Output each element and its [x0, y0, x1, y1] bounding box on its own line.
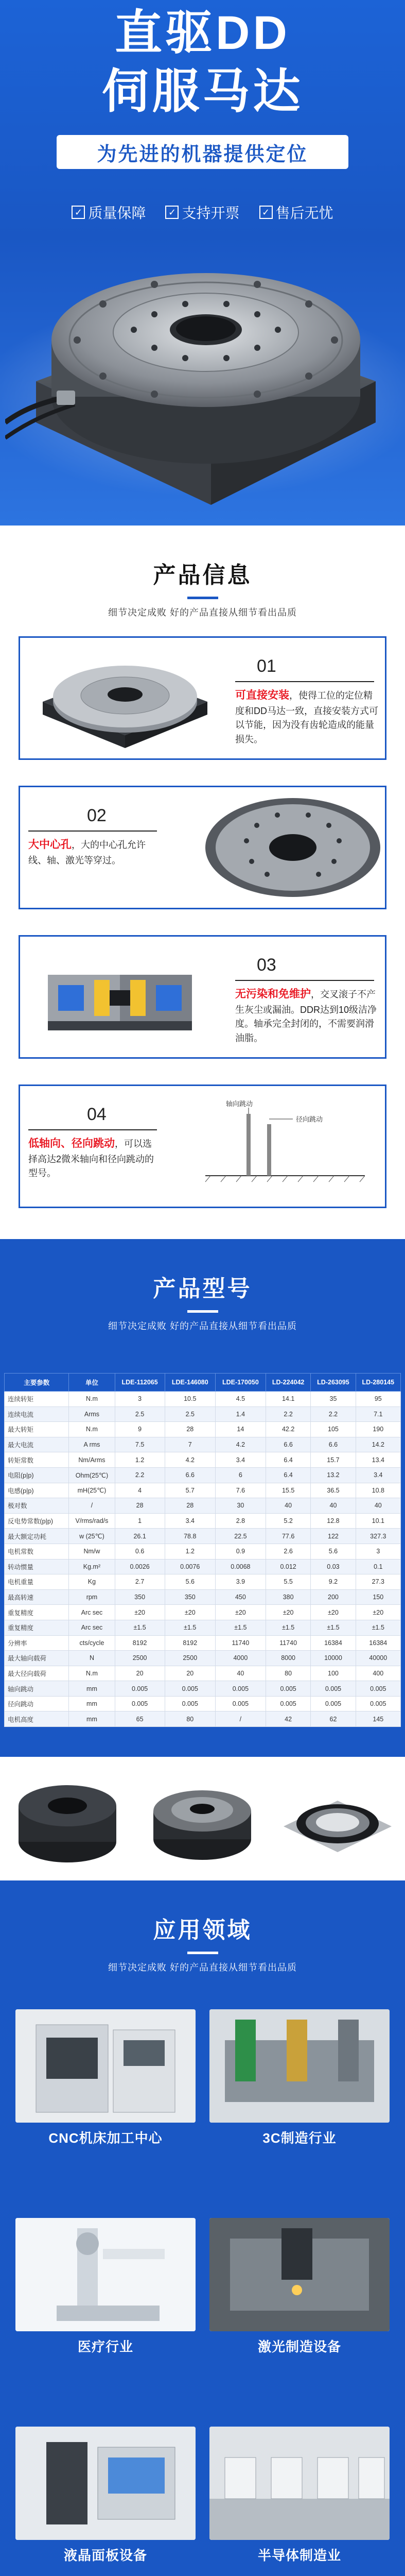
table-row: [5, 1681, 401, 1697]
app-caption: 半导体制造业: [257, 2547, 341, 2563]
table-row: [5, 1559, 401, 1574]
spec-value: 78.8: [165, 1529, 215, 1544]
spec-value: ±20: [311, 1605, 356, 1620]
spec-value: 16384: [311, 1635, 356, 1651]
spec-value: 2500: [165, 1651, 215, 1666]
table-row: [5, 1589, 401, 1605]
spec-unit: w (25℃): [69, 1529, 115, 1544]
spec-value: 20: [165, 1666, 215, 1681]
spec-header: [0, 1239, 405, 1332]
spec-value: 4: [115, 1483, 165, 1498]
spec-param-name: 极对数: [5, 1498, 69, 1514]
spec-column-header: LDE-170050: [215, 1374, 266, 1392]
spec-param-name: 最大电流: [5, 1437, 69, 1452]
badge-label: 售后无忧: [275, 205, 333, 221]
spec-param-name: 最高转速: [5, 1589, 69, 1605]
spec-unit: N: [69, 1651, 115, 1666]
spec-value: 145: [356, 1711, 400, 1727]
info-header: [0, 526, 405, 619]
spec-value: 3: [356, 1544, 400, 1559]
feature-highlight: 可直接安装: [235, 689, 289, 701]
badge-label: 支持开票: [182, 205, 240, 221]
feature-number: 03: [257, 955, 276, 975]
spec-unit: Ohm(25℃): [69, 1467, 115, 1483]
spec-value: 2.5: [165, 1406, 215, 1422]
table-row: [5, 1392, 401, 1407]
spec-value: 380: [266, 1589, 310, 1605]
spec-value: 15.7: [311, 1452, 356, 1468]
product-model-section: [0, 1239, 405, 1880]
spec-value: 30: [215, 1498, 266, 1514]
spec-value: 0.005: [311, 1681, 356, 1697]
feature-highlight: 无污染和免维护: [235, 988, 311, 1000]
spec-value: 14.2: [356, 1437, 400, 1452]
motor-photo-1: [8, 1765, 127, 1873]
feature-highlight: 大中心孔: [28, 839, 72, 851]
hero-banner: [0, 0, 405, 526]
spec-value: 327.3: [356, 1529, 400, 1544]
spec-unit: cts/cycle: [69, 1635, 115, 1651]
spec-value: 9: [115, 1422, 165, 1437]
spec-param-name: 重复精度: [5, 1620, 69, 1635]
runout-diagram: [190, 1093, 380, 1199]
apps-header: [0, 1880, 405, 1974]
feature-card-01: [19, 636, 386, 760]
spec-value: 200: [311, 1589, 356, 1605]
feature-desc: ，大的中心孔允许线、轴、激光等穿过。: [28, 840, 146, 866]
spec-value: 80: [266, 1666, 310, 1681]
spec-value: 6.4: [266, 1467, 310, 1483]
table-row: [5, 1696, 401, 1711]
spec-value: 95: [356, 1392, 400, 1407]
hero-tagline-ribbon: [57, 135, 348, 169]
spec-value: 150: [356, 1589, 400, 1605]
spec-value: 15.5: [266, 1483, 310, 1498]
feature-text: [235, 687, 380, 747]
spec-value: 40: [215, 1666, 266, 1681]
spec-unit: rpm: [69, 1589, 115, 1605]
spec-value: 2.8: [215, 1513, 266, 1529]
spec-value: ±1.5: [266, 1620, 310, 1635]
check-icon: ✓: [165, 206, 179, 219]
motor-top-image: [27, 645, 218, 751]
spec-value: 100: [311, 1666, 356, 1681]
cutaway-diagram-image: [27, 944, 218, 1050]
spec-column-header: LDE-146080: [165, 1374, 215, 1392]
spec-value: 2.2: [266, 1406, 310, 1422]
spec-value: 35: [311, 1392, 356, 1407]
spec-value: 42: [266, 1711, 310, 1727]
table-row: [5, 1437, 401, 1452]
spec-value: 10.8: [356, 1483, 400, 1498]
motor-photo-strip: [0, 1757, 405, 1880]
spec-value: 0.9: [215, 1544, 266, 1559]
spec-value: 3.4: [165, 1513, 215, 1529]
spec-value: 5.2: [266, 1513, 310, 1529]
spec-value: 7.1: [356, 1406, 400, 1422]
feature-desc: ，可以选择高达2微米轴向和径向跳动的型号。: [28, 1139, 154, 1179]
spec-value: 0.005: [115, 1696, 165, 1711]
spec-unit: Kg.m²: [69, 1559, 115, 1574]
spec-param-name: 电机常数: [5, 1544, 69, 1559]
table-row: [5, 1574, 401, 1590]
spec-value: 5.6: [165, 1574, 215, 1590]
spec-value: /: [215, 1711, 266, 1727]
feature-desc: ，使得工位的定位精度和DD马达一致，直接安装方式可以节能，因为没有齿轮造成的能量损失。: [235, 690, 378, 745]
spec-value: 450: [215, 1589, 266, 1605]
spec-value: 190: [356, 1422, 400, 1437]
title-underline: [187, 1310, 218, 1313]
spec-value: 5.6: [311, 1544, 356, 1559]
app-image-lcd: [15, 2427, 196, 2540]
radial-runout-label: 径向跳动: [296, 1115, 323, 1123]
spec-unit: mH(25℃): [69, 1483, 115, 1498]
spec-value: 13.4: [356, 1452, 400, 1468]
table-row: [5, 1513, 401, 1529]
spec-value: 0.005: [165, 1696, 215, 1711]
app-tile-medical: [15, 2218, 196, 2360]
table-row: [5, 1651, 401, 1666]
spec-unit: V/rms/rad/s: [69, 1513, 115, 1529]
spec-param-name: 最大径向载荷: [5, 1666, 69, 1681]
spec-value: 122: [311, 1529, 356, 1544]
app-image-cnc: [15, 2009, 196, 2123]
spec-table-body: [5, 1392, 401, 1727]
table-row: [5, 1483, 401, 1498]
table-row: [5, 1544, 401, 1559]
spec-param-name: 分辨率: [5, 1635, 69, 1651]
spec-value: 1.2: [165, 1544, 215, 1559]
spec-value: 0.005: [266, 1681, 310, 1697]
spec-value: 11740: [215, 1635, 266, 1651]
spec-value: 6.6: [266, 1437, 310, 1452]
app-tile-lcd: [15, 2427, 196, 2569]
spec-column-header: 主要参数: [5, 1374, 69, 1392]
spec-value: 16384: [356, 1635, 400, 1651]
spec-value: ±1.5: [356, 1620, 400, 1635]
table-row: [5, 1406, 401, 1422]
table-row: [5, 1529, 401, 1544]
spec-value: 42.2: [266, 1422, 310, 1437]
spec-header-row: [5, 1374, 401, 1392]
spec-table: [4, 1373, 401, 1727]
spec-value: 0.005: [356, 1696, 400, 1711]
spec-value: 0.0026: [115, 1559, 165, 1574]
check-icon: ✓: [72, 206, 85, 219]
spec-unit: Arc sec: [69, 1620, 115, 1635]
feature-text: [28, 837, 157, 868]
spec-value: 8000: [266, 1651, 310, 1666]
app-image-laser: [209, 2218, 390, 2331]
badge-aftersales: [259, 202, 333, 223]
app-image-semiconductor: [209, 2427, 390, 2540]
spec-value: 2.2: [115, 1467, 165, 1483]
table-row: [5, 1620, 401, 1635]
spec-value: 1: [115, 1513, 165, 1529]
spec-value: 3.9: [215, 1574, 266, 1590]
spec-value: 6.6: [165, 1467, 215, 1483]
spec-value: 9.2: [311, 1574, 356, 1590]
spec-param-name: 连续电流: [5, 1406, 69, 1422]
check-icon: ✓: [259, 206, 273, 219]
spec-value: ±20: [215, 1605, 266, 1620]
spec-value: 7.6: [215, 1483, 266, 1498]
spec-unit: Arc sec: [69, 1605, 115, 1620]
spec-param-name: 重复精度: [5, 1605, 69, 1620]
section-title: 产品型号: [153, 1276, 252, 1301]
spec-value: 350: [165, 1589, 215, 1605]
spec-value: ±20: [165, 1605, 215, 1620]
badge-quality: [72, 202, 146, 223]
feature-number: 02: [87, 806, 107, 825]
section-title: 产品信息: [153, 563, 252, 588]
spec-value: 26.1: [115, 1529, 165, 1544]
spec-value: 27.3: [356, 1574, 400, 1590]
hero-badges: [0, 202, 405, 223]
spec-value: 5.7: [165, 1483, 215, 1498]
feature-card-03: [19, 935, 386, 1059]
spec-value: 0.6: [115, 1544, 165, 1559]
spec-unit: Kg: [69, 1574, 115, 1590]
spec-value: ±20: [266, 1605, 310, 1620]
spec-value: 4000: [215, 1651, 266, 1666]
spec-value: 6.6: [311, 1437, 356, 1452]
table-row: [5, 1498, 401, 1514]
app-image-medical: [15, 2218, 196, 2331]
spec-value: 4.5: [215, 1392, 266, 1407]
table-row: [5, 1467, 401, 1483]
spec-value: 4.2: [165, 1452, 215, 1468]
spec-value: ±1.5: [215, 1620, 266, 1635]
spec-value: 10000: [311, 1651, 356, 1666]
spec-value: 3: [115, 1392, 165, 1407]
spec-value: 22.5: [215, 1529, 266, 1544]
spec-value: 11740: [266, 1635, 310, 1651]
spec-value: 0.012: [266, 1559, 310, 1574]
spec-param-name: 连续转矩: [5, 1392, 69, 1407]
spec-value: 28: [115, 1498, 165, 1514]
spec-value: 350: [115, 1589, 165, 1605]
spec-value: 36.5: [311, 1483, 356, 1498]
spec-value: 0.005: [165, 1681, 215, 1697]
spec-param-name: 径向跳动: [5, 1696, 69, 1711]
spec-value: ±20: [115, 1605, 165, 1620]
spec-value: 12.8: [311, 1513, 356, 1529]
spec-value: 400: [356, 1666, 400, 1681]
spec-value: 1.4: [215, 1406, 266, 1422]
spec-unit: mm: [69, 1696, 115, 1711]
application-section: [0, 1880, 405, 2576]
spec-unit: Arms: [69, 1406, 115, 1422]
app-image-3c: [209, 2009, 390, 2123]
spec-value: 2.7: [115, 1574, 165, 1590]
spec-value: 105: [311, 1422, 356, 1437]
feature-divider: [235, 681, 374, 682]
motor-photo-2: [143, 1765, 261, 1873]
spec-value: 0.005: [215, 1696, 266, 1711]
spec-value: 20: [115, 1666, 165, 1681]
spec-value: 3.4: [215, 1452, 266, 1468]
hero-title-line2: 伺服马达: [101, 65, 304, 118]
feature-text: [28, 1136, 157, 1181]
spec-value: 1.2: [115, 1452, 165, 1468]
spec-param-name: 最大转矩: [5, 1422, 69, 1437]
feature-divider: [28, 1129, 157, 1130]
spec-param-name: 电阻(p|p): [5, 1467, 69, 1483]
table-row: [5, 1422, 401, 1437]
app-caption: 激光制造设备: [257, 2338, 341, 2354]
app-caption: CNC机床加工中心: [48, 2130, 163, 2146]
spec-value: 14: [215, 1422, 266, 1437]
spec-value: 2500: [115, 1651, 165, 1666]
hero-title-line1: 直驱DD: [115, 7, 290, 59]
spec-param-name: 最大额定功耗: [5, 1529, 69, 1544]
app-caption: 医疗行业: [77, 2338, 133, 2354]
feature-divider: [235, 980, 374, 981]
spec-value: 0.005: [115, 1681, 165, 1697]
spec-unit: mm: [69, 1681, 115, 1697]
spec-value: 80: [165, 1711, 215, 1727]
spec-column-header: LD-263095: [311, 1374, 356, 1392]
section-subtitle: 细节决定成败 好的产品直接从细节看出品质: [108, 607, 297, 618]
feature-highlight: 低轴向、径向跳动: [28, 1138, 115, 1149]
spec-value: 2.5: [115, 1406, 165, 1422]
spec-unit: N.m: [69, 1392, 115, 1407]
table-row: [5, 1635, 401, 1651]
feature-number: 01: [257, 656, 276, 676]
spec-value: 4.2: [215, 1437, 266, 1452]
spec-param-name: 轴向跳动: [5, 1681, 69, 1697]
spec-unit: /: [69, 1498, 115, 1514]
spec-column-header: 单位: [69, 1374, 115, 1392]
spec-value: 28: [165, 1422, 215, 1437]
motor-photo-3: [278, 1765, 397, 1873]
feature-divider: [28, 831, 157, 832]
table-row: [5, 1666, 401, 1681]
spec-value: 0.03: [311, 1559, 356, 1574]
hero-tagline: 为先进的机器提供定位: [97, 143, 308, 165]
spec-value: 40: [311, 1498, 356, 1514]
spec-param-name: 转动惯量: [5, 1559, 69, 1574]
feature-card-04: [19, 1084, 386, 1208]
spec-value: 5.5: [266, 1574, 310, 1590]
spec-unit: mm: [69, 1711, 115, 1727]
spec-value: ±1.5: [115, 1620, 165, 1635]
section-subtitle: 细节决定成败 好的产品直接从细节看出品质: [108, 1962, 297, 1973]
spec-value: 0.005: [311, 1696, 356, 1711]
spec-value: 40: [266, 1498, 310, 1514]
spec-param-name: 转矩常数: [5, 1452, 69, 1468]
table-row: [5, 1711, 401, 1727]
table-row: [5, 1452, 401, 1468]
spec-value: 14.1: [266, 1392, 310, 1407]
title-underline: [187, 597, 218, 599]
spec-value: 0.005: [215, 1681, 266, 1697]
spec-param-name: 最大轴向载荷: [5, 1651, 69, 1666]
feature-card-02: [19, 786, 386, 909]
app-caption: 3C制造行业: [262, 2130, 337, 2146]
spec-value: 10.1: [356, 1513, 400, 1529]
spec-param-name: 电机高度: [5, 1711, 69, 1727]
spec-value: 0.005: [266, 1696, 310, 1711]
badge-invoice: [165, 202, 239, 223]
app-tile-semiconductor: [209, 2427, 390, 2569]
spec-value: ±1.5: [165, 1620, 215, 1635]
spec-param-name: 电感(p|p): [5, 1483, 69, 1498]
title-underline: [187, 1952, 218, 1954]
app-tile-laser: [209, 2218, 390, 2360]
spec-unit: N.m: [69, 1422, 115, 1437]
spec-value: ±20: [356, 1605, 400, 1620]
feature-text: [235, 986, 380, 1046]
spec-value: 8192: [115, 1635, 165, 1651]
app-caption: 液晶面板设备: [63, 2547, 147, 2563]
spec-param-name: 电机重量: [5, 1574, 69, 1590]
feature-desc: ，交叉滚子不产生灰尘或漏油。DDR达到10级洁净度。轴承完全封闭的，不需要润滑油脂。: [235, 989, 377, 1044]
spec-value: 3.4: [356, 1467, 400, 1483]
spec-value: 40: [356, 1498, 400, 1514]
spec-value: 8192: [165, 1635, 215, 1651]
spec-value: 0.1: [356, 1559, 400, 1574]
spec-unit: N.m: [69, 1666, 115, 1681]
product-info-section: [0, 526, 405, 1239]
spec-value: 7: [165, 1437, 215, 1452]
spec-value: 0.0068: [215, 1559, 266, 1574]
table-row: [5, 1605, 401, 1620]
spec-value: 0.0076: [165, 1559, 215, 1574]
spec-value: ±1.5: [311, 1620, 356, 1635]
spec-value: 62: [311, 1711, 356, 1727]
spec-unit: Nm/Arms: [69, 1452, 115, 1468]
section-subtitle: 细节决定成败 好的产品直接从细节看出品质: [108, 1321, 297, 1331]
spec-column-header: LDE-112065: [115, 1374, 165, 1392]
spec-value: 65: [115, 1711, 165, 1727]
spec-unit: A rms: [69, 1437, 115, 1452]
spec-value: 40000: [356, 1651, 400, 1666]
spec-value: 28: [165, 1498, 215, 1514]
spec-value: 2.2: [311, 1406, 356, 1422]
center-hole-image: [190, 794, 380, 901]
app-tile-3c: [209, 2009, 390, 2151]
spec-value: 6: [215, 1467, 266, 1483]
section-title: 应用领域: [153, 1918, 252, 1943]
spec-value: 13.2: [311, 1467, 356, 1483]
spec-param-name: 反电势常数(p|p): [5, 1513, 69, 1529]
badge-label: 质量保障: [88, 205, 146, 221]
spec-value: 2.6: [266, 1544, 310, 1559]
spec-value: 77.6: [266, 1529, 310, 1544]
spec-value: 0.005: [356, 1681, 400, 1697]
spec-value: 10.5: [165, 1392, 215, 1407]
dd-motor-hero-image: [5, 227, 400, 526]
spec-column-header: LD-224042: [266, 1374, 310, 1392]
spec-column-header: LD-280145: [356, 1374, 400, 1392]
axial-runout-label: 轴向跳动: [226, 1100, 253, 1108]
spec-value: 6.4: [266, 1452, 310, 1468]
spec-value: 7.5: [115, 1437, 165, 1452]
spec-unit: Nm/w: [69, 1544, 115, 1559]
app-tile-cnc: [15, 2009, 196, 2151]
feature-number: 04: [87, 1105, 107, 1124]
